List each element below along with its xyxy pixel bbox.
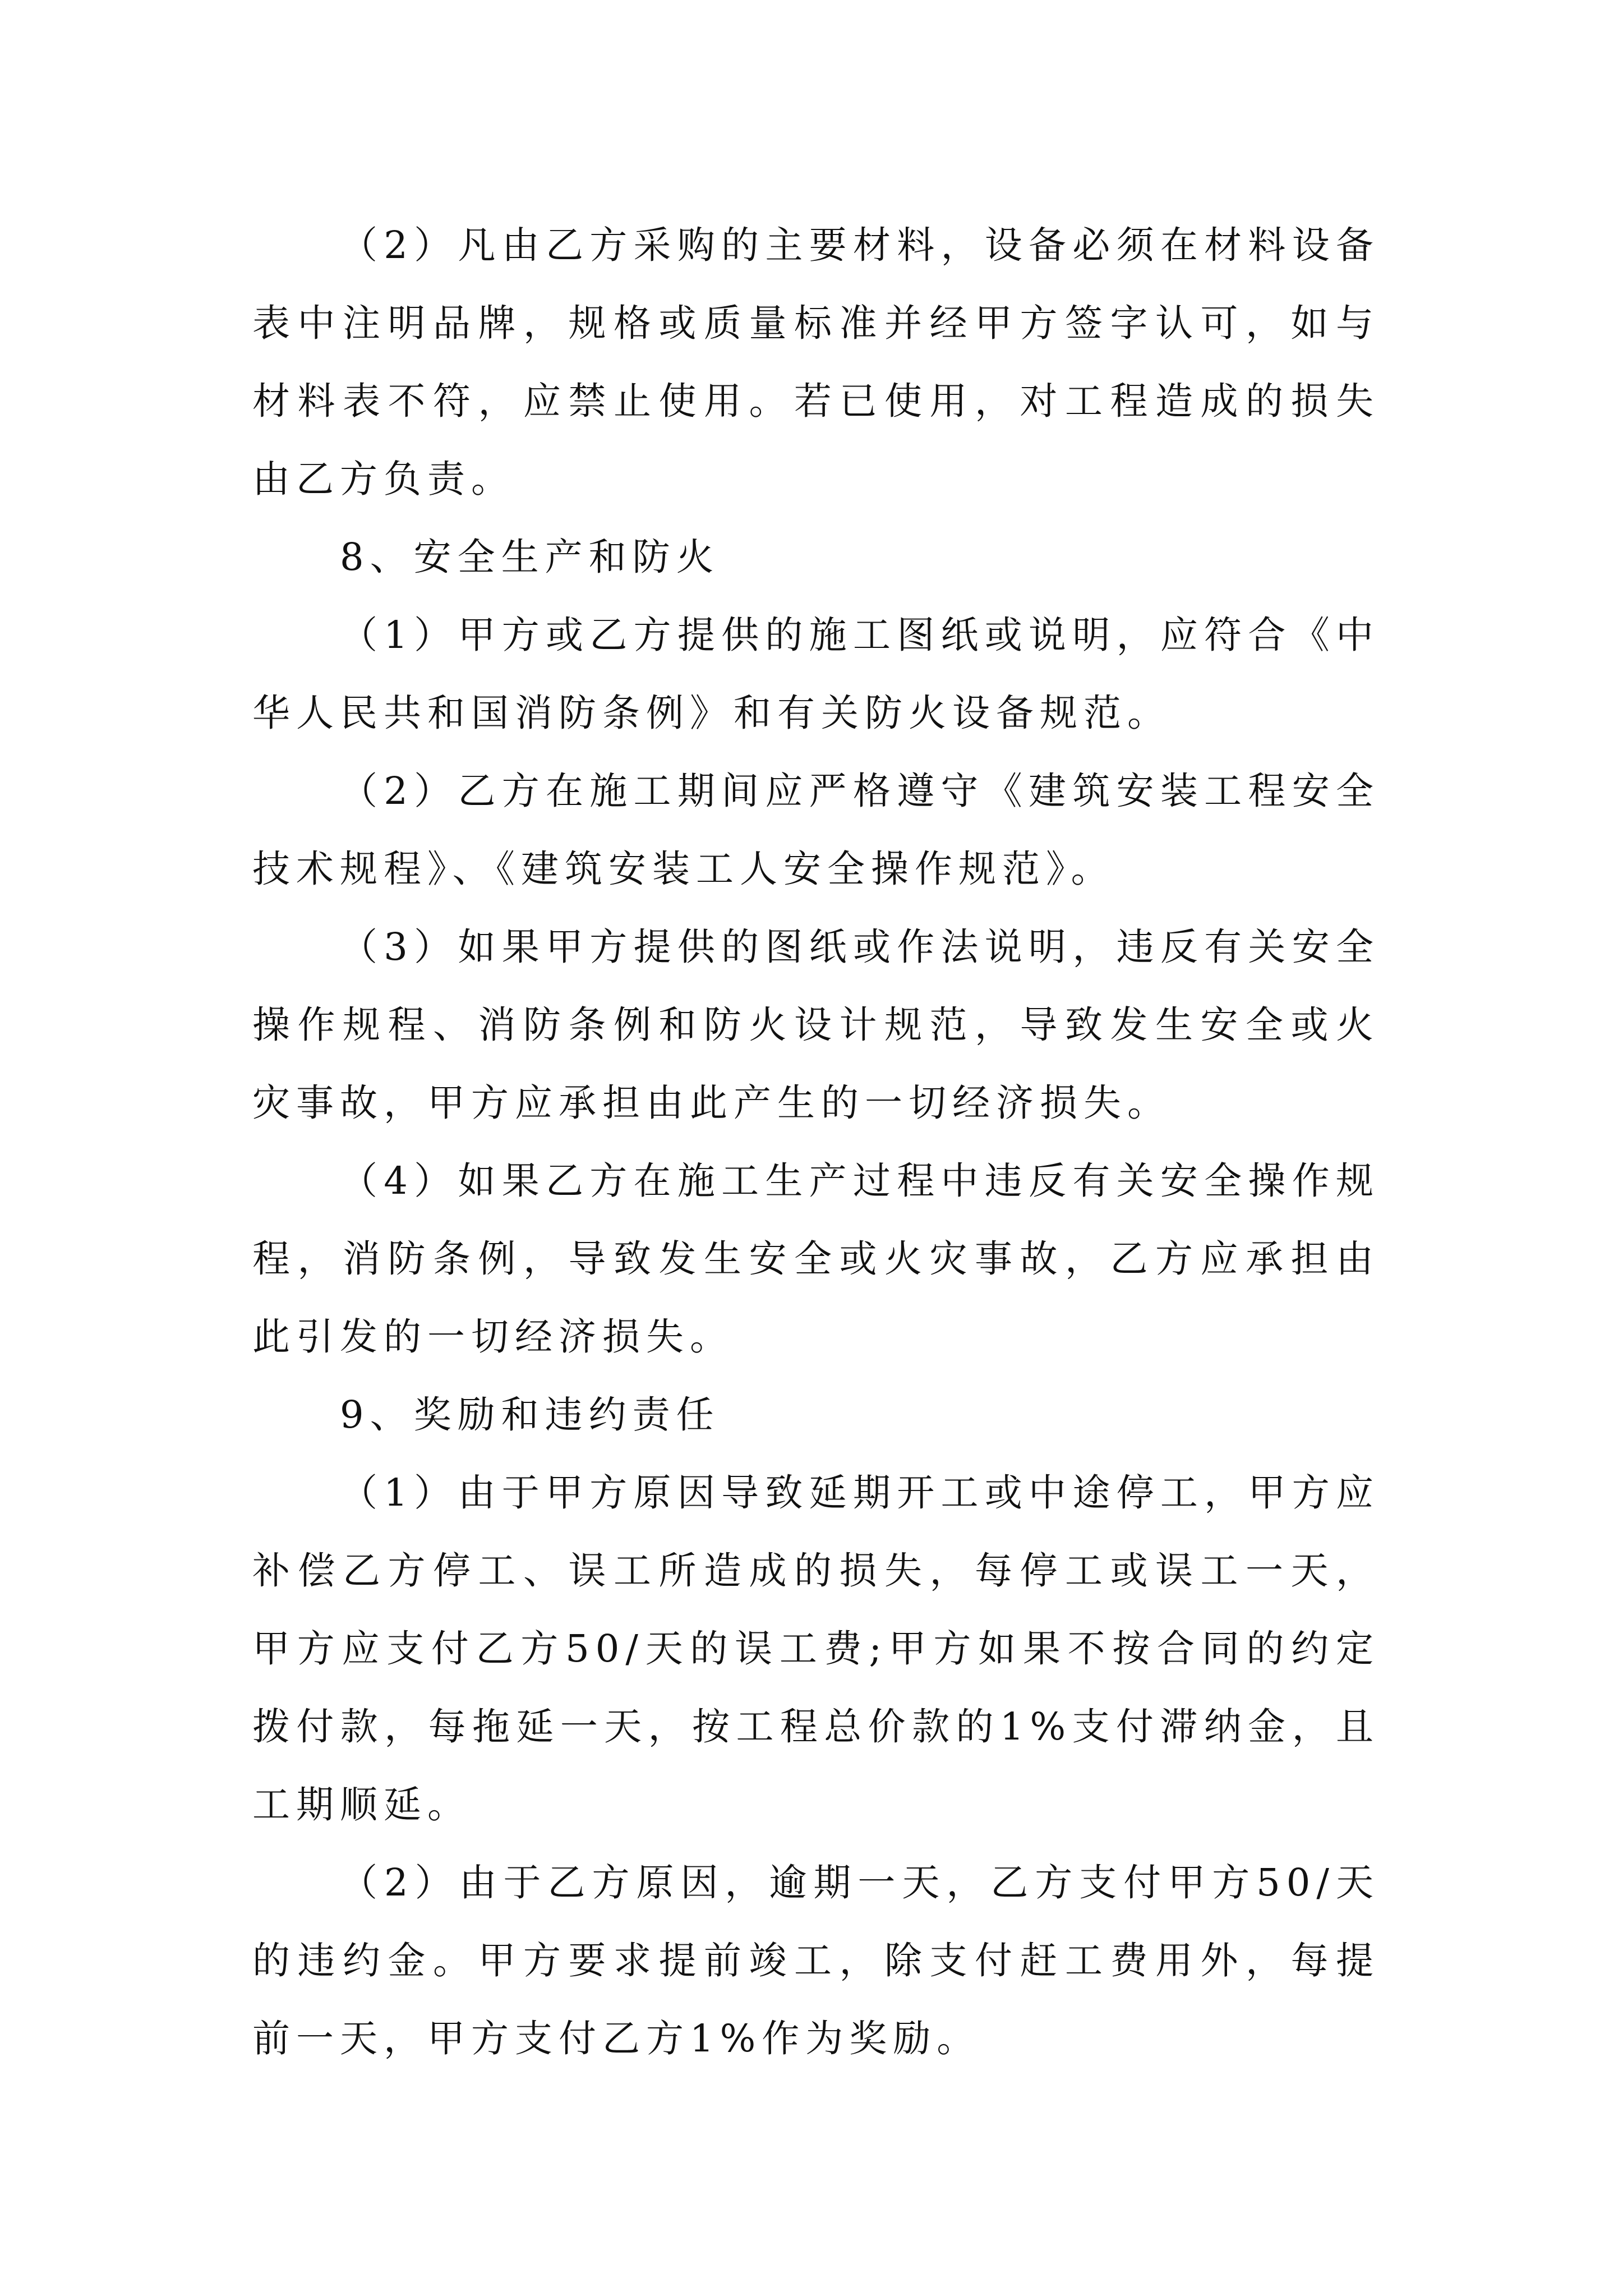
paragraph-party-b-delay: （2）由于乙方原因，逾期一天，乙方支付甲方50/天的违约金。甲方要求提前竣工，除支付赶工费用外，每提前一天，甲方支付乙方1%作为奖励。 <box>252 1861 1380 2060</box>
paragraph-party-b-liability: （4）如果乙方在施工生产过程中违反有关安全操作规程，消防条例，导致发生安全或火灾事故，乙方应承担由此引发的一切经济损失。 <box>252 1159 1380 1359</box>
paragraph-party-a-delay: （1）由于甲方原因导致延期开工或中途停工，甲方应补偿乙方停工、误工所造成的损失，每停工或误工一天，甲方应支付乙方50/天的误工费;甲方如果不按合同的约定拨付款，每拖延一天，按工程总价款的1%支付滞纳金，且工期顺延。 <box>252 1471 1380 1826</box>
paragraph-material-approval: （2）凡由乙方采购的主要材料，设备必须在材料设备表中注明品牌，规格或质量标准并经甲方签字认可，如与材料表不符，应禁止使用。若已使用，对工程造成的损失由乙方负责。 <box>252 223 1380 501</box>
section-heading-safety-fire: 8、安全生产和防火 <box>340 535 720 579</box>
document-body <box>252 206 1380 2078</box>
section-heading-rewards-breach: 9、奖励和违约责任 <box>340 1393 720 1437</box>
paragraph-safety-regulations: （2）乙方在施工期间应严格遵守《建筑安装工程安全技术规程》、《建筑安装工人安全操作规范》。 <box>252 769 1380 891</box>
paragraph-party-a-liability: （3）如果甲方提供的图纸或作法说明，违反有关安全操作规程、消防条例和防火设计规范，导致发生安全或火灾事故，甲方应承担由此产生的一切经济损失。 <box>252 925 1380 1125</box>
paragraph-drawings-compliance: （1）甲方或乙方提供的施工图纸或说明，应符合《中华人民共和国消防条例》和有关防火设备规范。 <box>252 613 1380 735</box>
